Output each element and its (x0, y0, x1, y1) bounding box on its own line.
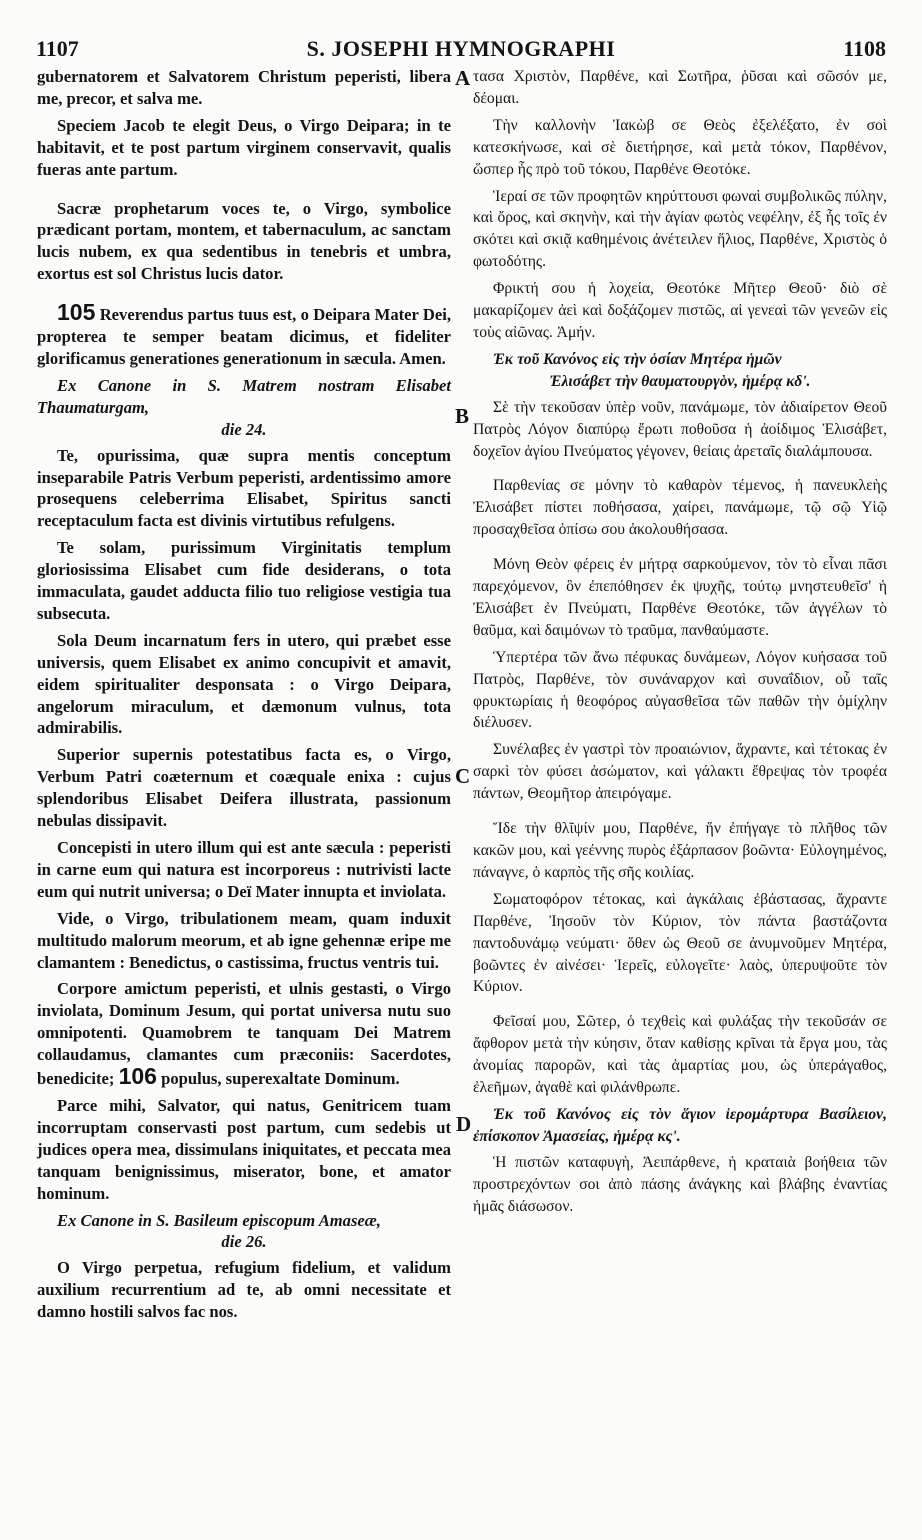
latin-paragraph: Sacræ prophetarum voces te, o Virgo, symbolice prædicant portam, montem, et tabernaculum, ac sanctam lucis nubem, ex qua sedentibus in tenebris et umbra, exortus est sol Christus lucis dator. (37, 198, 451, 284)
greek-paragraph: Σωματοφόρον τέτοκας, καὶ ἀγκάλαις ἐβάστασας, ἄχραντε Παρθένε, Ἰησοῦν τὸν Κύριον, τὸν πάντα βαστάζοντα παντοδυνάμῳ νεύματι· ὅθεν ὡς Θεοῦ σε ἀνυμνοῦμεν Μητέρα, βοῶντες ἐν αἰνέσει· Ἱερεῖς, εὐλογεῖτε· λαὸς, ὑπερυψοῦτε τὸν Κύριον. (473, 890, 887, 996)
greek-paragraph: Ἱεραί σε τῶν προφητῶν κηρύττουσι φωναὶ συμβολικῶς πύλην, καὶ ὄρος, καὶ σκηνὴν, καὶ τὴν ἁγίαν φωτὸς νεφέλην, ἐξ ἧς τοῖς ἐν σκότει καὶ σκιᾷ καθημένοις ἀνέτειλεν ἥλιος, Παρθένε, Χριστὸς ὁ φωτοδότης. (473, 187, 887, 271)
latin-paragraph: Reverendus partus tuus est, o Deipara Mater Dei, propterea te semper beatam dicimus, et fideliter glorificamus generationes generationum in sæcula. Amen. (37, 305, 451, 368)
latin-rubric (37, 1210, 451, 1254)
margin-letter-b: B (455, 404, 470, 428)
latin-paragraph: Concepisti in utero illum qui est ante sæcula : peperisti in carne eum qui natura est incorporeus : nutrivisti lacte eum qui nutrit universa; o Deï Mater innupta et inviolata. (37, 838, 451, 901)
greek-rubric-date: Ἐλισάβετ τὴν θαυματουργὸν, ἡμέρᾳ κδʹ. (549, 372, 811, 390)
latin-paragraph: Vide, o Virgo, tribulationem meam, quam induxit multitudo malorum meorum, et ab igne gehennæ eripe me clamantem : Benedictus, o castissima, fructus ventris tui. (37, 908, 451, 972)
margin-letter-a: A (455, 66, 471, 90)
latin-column (37, 66, 451, 1328)
latin-rubric (37, 375, 451, 441)
greek-paragraph: Φεῖσαί μου, Σῶτερ, ὁ τεχθεὶς καὶ φυλάξας τὴν τεκοῦσάν σε ἄφθορον μετὰ τὴν κύησιν, ὅταν καθίσῃς κρῖναι τὰ ἔργα μου, τὰς ἀνομίας παρορῶν, καὶ τὰς ἁμαρτίας μου, ὡς ὑπεράγαθος, ἐλεῆμων, ἀγαθὲ καὶ φιλάνθρωπε. (473, 1013, 887, 1097)
greek-paragraph: Ὑπερτέρα τῶν ἄνω πέφυκας δυνάμεων, Λόγον κυήσασα τοῦ Πατρὸς, Παρθένε, τὸν συνάναρχον καὶ συναΐδιον, οὗ ταῖς φρυκτωρίαις ἡ θεοφόρος αὐγασθεῖσα τῶν παθῶν τὴν ὁμίχλην διέλυσεν. (473, 648, 887, 732)
page-number-right: 1108 (843, 36, 886, 61)
greek-rubric-text: Ἐκ τοῦ Κανόνος εἰς τὴν ὁσίαν Μητέρα ἡμῶν (493, 350, 782, 368)
greek-paragraph: Φρικτή σου ἡ λοχεία, Θεοτόκε Μῆτερ Θεοῦ· διὸ σὲ μακαρίζομεν ἀεὶ καὶ δοξάζομεν πιστῶς, αἱ γενεαὶ τῶν γενεῶν εἰς τοὺς αἰῶνας. Ἀμήν. (473, 280, 887, 341)
latin-rubric-date: die 26. (221, 1232, 267, 1252)
latin-paragraph: Parce mihi, Salvator, qui natus, Genitricem tuam incorruptam conservasti post partum, cum sedebis ut judices opera mea, dissimulans iniquitates, et peccata mea tanquam benignissimus, miserator, bone, et amator hominum. (37, 1095, 451, 1203)
greek-paragraph: Ἡ πιστῶν καταφυγὴ, Ἀειπάρθενε, ἡ κραταιὰ βοήθεια τῶν προστρεχόντων σοι ἀπὸ πάσης ἀνάγκης καὶ βλάβης ἐναντίας ἡμᾶς διάσωσον. (473, 1153, 887, 1215)
running-header (36, 36, 886, 66)
column-number: 105 (57, 299, 96, 326)
greek-rubric (473, 1104, 887, 1148)
column-number: 106 (118, 1063, 157, 1090)
page-number-left: 1107 (36, 36, 79, 61)
latin-rubric-date: die 24. (221, 419, 267, 439)
latin-paragraph: O Virgo perpetua, refugium fidelium, et validum auxilium recurrentium ad te, ab omni necessitate et damno hostili salvos fac nos. (37, 1258, 451, 1322)
greek-paragraph: τασα Χριστὸν, Παρθένε, καὶ Σωτῆρα, ῥῦσαι καὶ σῶσόν με, δέομαι. (473, 68, 887, 107)
latin-rubric-text: Ex Canone in S. Matrem nostram Elisabet Thaumaturgam, (37, 375, 451, 417)
latin-paragraph: Te, opurissima, quæ supra mentis conceptum inseparabile Patris Verbum peperisti, ardentissimo amore prosequens celeberrima Elisabet, Spiritus sancti receptaculum facta est divinis virtutibus refulgens. (37, 445, 451, 531)
margin-letter-c: C (455, 764, 471, 788)
margin-letter-d: D (456, 1112, 472, 1136)
greek-rubric (473, 349, 887, 393)
latin-rubric-text: Ex Canone in S. Basileum episcopum Amaseæ, (57, 1210, 381, 1230)
greek-paragraph: Σὲ τὴν τεκοῦσαν ὑπὲρ νοῦν, πανάμωμε, τὸν ἀδιαίρετον Θεοῦ Πατρὸς Λόγον διαπύρῳ ἔρωτι ποθοῦσα ἡ ἀοίδιμος Ἐλισάβετ, δοχεῖον ἁγίου Πνεύματος γέγονεν, θείαις ἀρεταῖς διαλάμπουσα. (473, 398, 887, 460)
latin-paragraph: Te solam, purissimum Virginitatis templum gloriosissima Elisabet cum fide desiderans, o tota immaculata, gaudet adducta filio tuo religiose vestigia tua subsecuta. (37, 538, 451, 623)
latin-paragraph: Corpore amictum peperisti, et ulnis gestasti, o Virgo inviolata, Dominum Jesum, qui portat universa nutu suo omnipotenti. Quamobrem te tanquam Dei Matrem collaudamus, clamantes cum præconiis: Sacerdotes, benedicite; (37, 979, 451, 1089)
greek-paragraph: Συνέλαβες ἐν γαστρὶ τὸν προαιώνιον, ἄχραντε, καὶ τέτοκας ἐν σαρκὶ τὸν φύσει ἀσώματον, καὶ γάλακτι ἔθρεψας τὸν τροφέα πάντων, Θεομῆτορ ἀπειρόγαμε. (473, 741, 887, 803)
greek-paragraph: Ἴδε τὴν θλῖψίν μου, Παρθένε, ἥν ἐπήγαγε τὸ πλῆθος τῶν κακῶν μου, καὶ γεέννης πυρὸς ἐξάρπασον βοῶντα· Εὐλογημένος, πάναγνε, ὁ καρπὸς τῆς σῆς κοιλίας. (473, 820, 887, 881)
greek-paragraph: Παρθενίας σε μόνην τὸ καθαρὸν τέμενος, ἡ πανευκλεὴς Ἐλισάβετ πίστει ποθήσασα, χαίρει, πανάμωμε, τῷ σῷ Υἱῷ προσαχθεῖσα ὀπίσω σου ἀκολουθήσασα. (473, 477, 887, 539)
greek-paragraph: Μόνη Θεὸν φέρεις ἐν μήτρᾳ σαρκούμενον, τὸν τὸ εἶναι πᾶσι παρεχόμενον, ὃν ἐπεπόθησεν ἐκ ψυχῆς, τούτῳ μνηστευθεῖσ' ἡ Ἐλισάβετ ἐν Πνεύματι, Παρθένε Θεοτόκε, τῶν ἀγγέλων τὸ θαῦμα, καὶ δαιμόνων τὸ τραῦμα, πανθαύμαστε. (473, 556, 887, 639)
latin-paragraph: Speciem Jacob te elegit Deus, o Virgo Deipara; in te habitavit, et te post partum virginem conservavit, qualis fueras ante partum. (37, 115, 451, 179)
latin-paragraph: Superior supernis potestatibus facta es, o Virgo, Verbum Patri coæternum et coæquale enixa : cujus splendoribus Elisabet Deifera illustrata, passionum nebulas dissipavit. (37, 745, 451, 831)
greek-paragraph: Τὴν καλλονὴν Ἰακὼβ σε Θεὸς ἐξελέξατο, ἐν σοὶ κατεσκήνωσε, καὶ σὲ διετήρησε, καὶ μετὰ τόκον, Παρθένον, ὥσπερ ἧς πρὸ τοῦ τόκου, Παρθένε Θεοτόκε. (473, 116, 887, 178)
latin-paragraph-continued: populus, superexaltate Dominum. (161, 1069, 400, 1089)
latin-paragraph: Sola Deum incarnatum fers in utero, qui præbet esse universis, quem Elisabet ex animo concupivit et amavit, eidem spiritualiter desponsata : o Virgo Deipara, angelorum miraculum, et dæmonum vulnus, tota admirabilis. (37, 630, 451, 738)
greek-column (473, 66, 887, 1223)
greek-rubric-text: Ἐκ τοῦ Κανόνος εἰς τὸν ἅγιον ἱερομάρτυρα Βασίλειον, ἐπίσκοπον Ἀμασείας, ἡμέρᾳ κςʹ. (473, 1105, 887, 1145)
latin-paragraph: gubernatorem et Salvatorem Christum peperisti, libera me, precor, et salva me. (37, 67, 451, 108)
running-title: S. JOSEPHI HYMNOGRAPHI (306, 36, 616, 61)
